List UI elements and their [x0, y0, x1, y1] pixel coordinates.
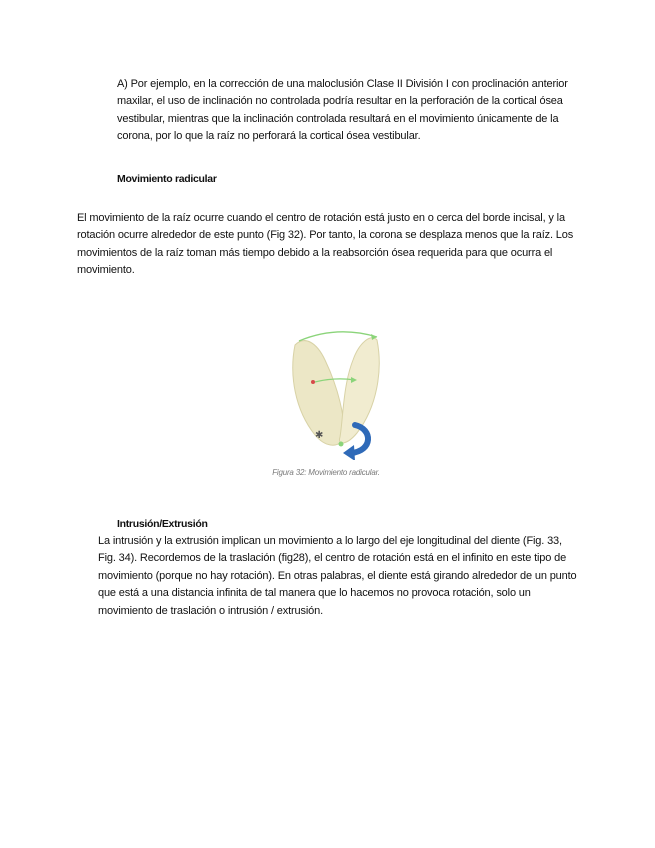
asterisk-marker: ✱: [315, 430, 324, 441]
figure-radicular-movement: [285, 325, 395, 460]
root-arc-arrow: [299, 332, 377, 341]
paragraph-intrusion-extrusion: La intrusión y la extrusión implican un movimiento a lo largo del eje longitudinal del diente (Fig. 33, Fig. 34). Recordemos de la traslación (fig28), el centro de rotación está en el infinito en este tipo de movimiento (porque no hay rotación). En otras palabras, el diente está girando alrededor de un punto que está a una distancia infinita de tal manera que lo hacemos no provoca rotación, solo un movimiento de traslación o intrusión / extrusión.: [98, 535, 577, 617]
heading-intrusion-extrusion: Intrusión/Extrusión: [117, 518, 208, 530]
paragraph-movimiento-radicular: El movimiento de la raíz ocurre cuando el centro de rotación está justo en o cerca del borde incisal, y la rotación ocurre alrededor de este punto (Fig 32). Por tanto, la corona se desplaza menos que la raíz. Los movimientos de la raíz toman más tiempo debido a la reabsorción ósea requerida para que ocurra el movimiento.: [77, 212, 574, 277]
rotation-point: [339, 442, 344, 447]
paragraph-example: A) Por ejemplo, en la corrección de una maloclusión Clase II División I con proclinación anterior maxilar, el uso de inclinación no controlada podría resultar en la perforación de la cortical ósea vestibular, mientras que la inclinación controlada resultará en el movimiento únicamente de la corona, por lo que la raíz no perforará la cortical ósea vestibular.: [117, 78, 568, 143]
figure-caption: Figura 32: Movimiento radicular.: [272, 468, 380, 477]
heading-movimiento-radicular: Movimiento radicular: [117, 173, 217, 185]
tooth-illustration: [285, 325, 395, 460]
center-dot: [311, 380, 315, 384]
